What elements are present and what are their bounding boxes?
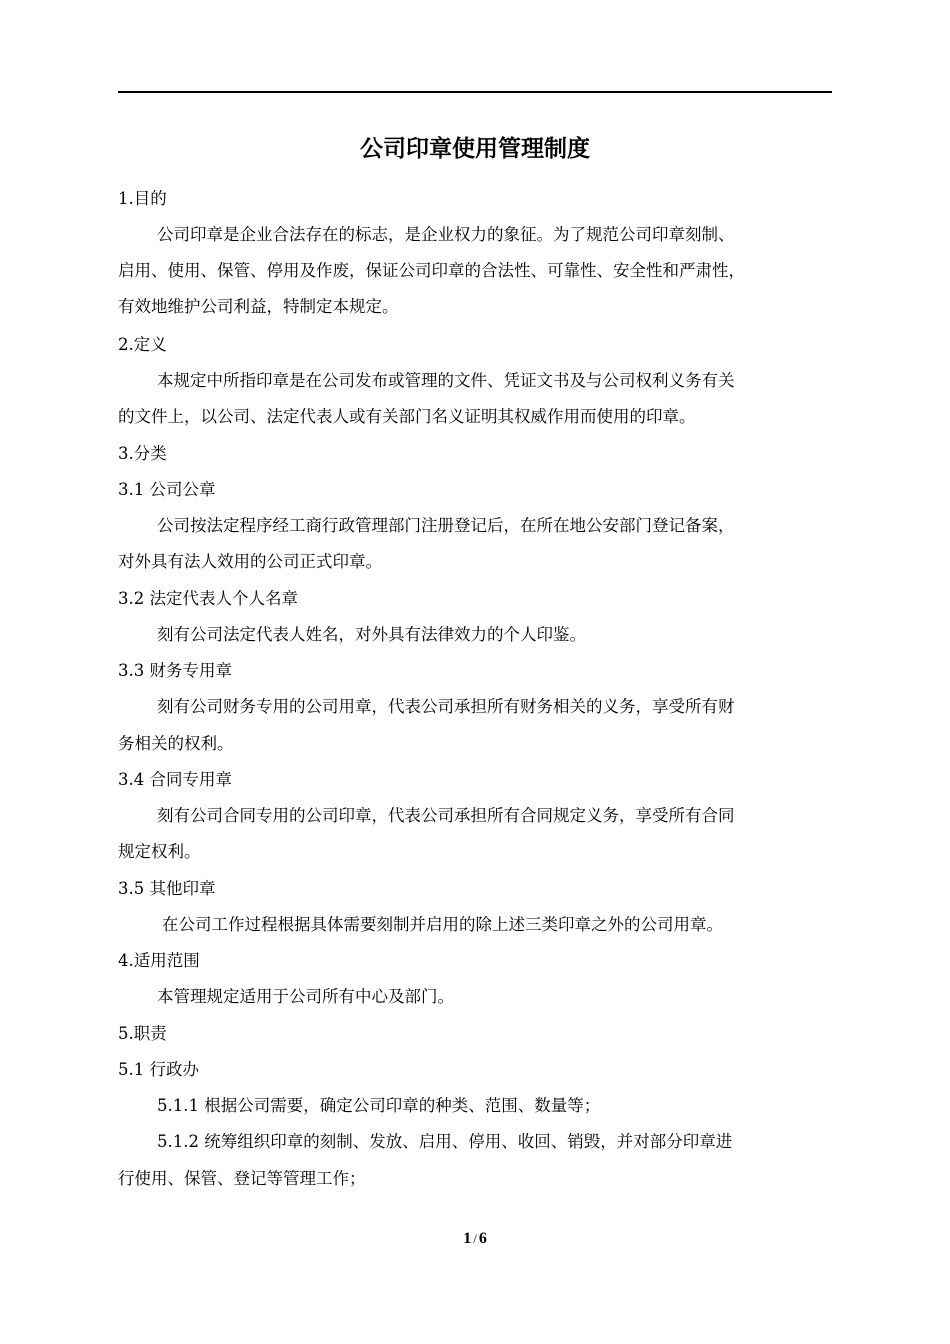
page-number — [0, 1228, 950, 1250]
section-heading: 5.职责 — [118, 1024, 167, 1043]
subsection-heading: 3.5 其他印章 — [118, 879, 216, 898]
list-item: 5.1.2 统筹组织印章的刻制、发放、启用、停用、收回、销毁，并对部分印章进 — [157, 1132, 733, 1151]
subsection-heading: 3.4 合同专用章 — [118, 770, 232, 789]
paragraph-line: 本规定中所指印章是在公司发布或管理的文件、凭证文书及与公司权利义务有关 — [157, 371, 735, 390]
subsection-heading: 3.3 财务专用章 — [118, 661, 232, 680]
document-title: 公司印章使用管理制度 — [360, 136, 590, 162]
paragraph-line: 有效地维护公司利益，特制定本规定。 — [118, 297, 399, 316]
paragraph-line: 启用、使用、保管、停用及作废，保证公司印章的合法性、可靠性、安全性和严肃性， — [118, 261, 745, 280]
list-item: 5.1.1 根据公司需要，确定公司印章的种类、范围、数量等； — [157, 1096, 601, 1115]
paragraph-line: 刻有公司合同专用的公司印章，代表公司承担所有合同规定义务，享受所有合同 — [157, 806, 735, 825]
paragraph-line: 刻有公司法定代表人姓名，对外具有法律效力的个人印鉴。 — [157, 625, 586, 644]
section-heading: 2.定义 — [118, 335, 167, 354]
paragraph-line: 刻有公司财务专用的公司用章，代表公司承担所有财务相关的义务，享受所有财 — [157, 697, 735, 716]
paragraph-line: 的文件上，以公司、法定代表人或有关部门名义证明其权威作用而使用的印章。 — [118, 407, 696, 426]
subsection-heading: 3.1 公司公章 — [118, 480, 216, 499]
header-rule — [118, 91, 832, 93]
paragraph-line: 规定权利。 — [118, 842, 201, 861]
section-heading: 3.分类 — [118, 444, 167, 463]
paragraph-line: 公司印章是企业合法存在的标志，是企业权力的象征。为了规范公司印章刻制、 — [157, 225, 735, 244]
paragraph-line: 在公司工作过程根据具体需要刻制并启用的除上述三类印章之外的公司用章。 — [162, 915, 723, 934]
paragraph-line: 对外具有法人效用的公司正式印章。 — [118, 552, 382, 571]
page-total: 6 — [478, 1230, 487, 1247]
subsection-heading: 3.2 法定代表人个人名章 — [118, 589, 298, 608]
paragraph-line: 本管理规定适用于公司所有中心及部门。 — [157, 987, 454, 1006]
section-heading: 4.适用范围 — [118, 951, 200, 970]
page-separator: / — [473, 1231, 477, 1246]
page-current: 1 — [463, 1230, 472, 1247]
section-heading: 1.目的 — [118, 189, 167, 208]
paragraph-line: 行使用、保管、登记等管理工作； — [118, 1169, 366, 1188]
paragraph-line: 公司按法定程序经工商行政管理部门注册登记后，在所在地公安部门登记备案， — [157, 516, 735, 535]
paragraph-line: 务相关的权利。 — [118, 734, 234, 753]
subsection-heading: 5.1 行政办 — [118, 1060, 199, 1079]
